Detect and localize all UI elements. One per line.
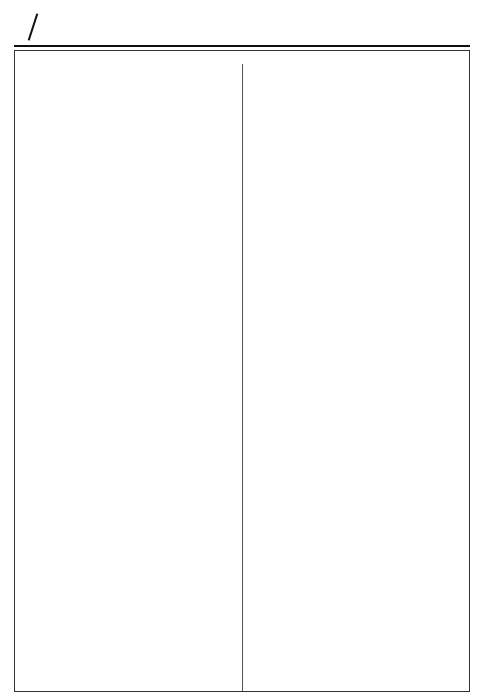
document-intro [18, 60, 468, 64]
amendment-document [14, 50, 470, 692]
masthead [14, 10, 470, 44]
masthead-slash [28, 13, 39, 40]
column-divider [242, 64, 243, 691]
masthead-rule [14, 45, 470, 47]
